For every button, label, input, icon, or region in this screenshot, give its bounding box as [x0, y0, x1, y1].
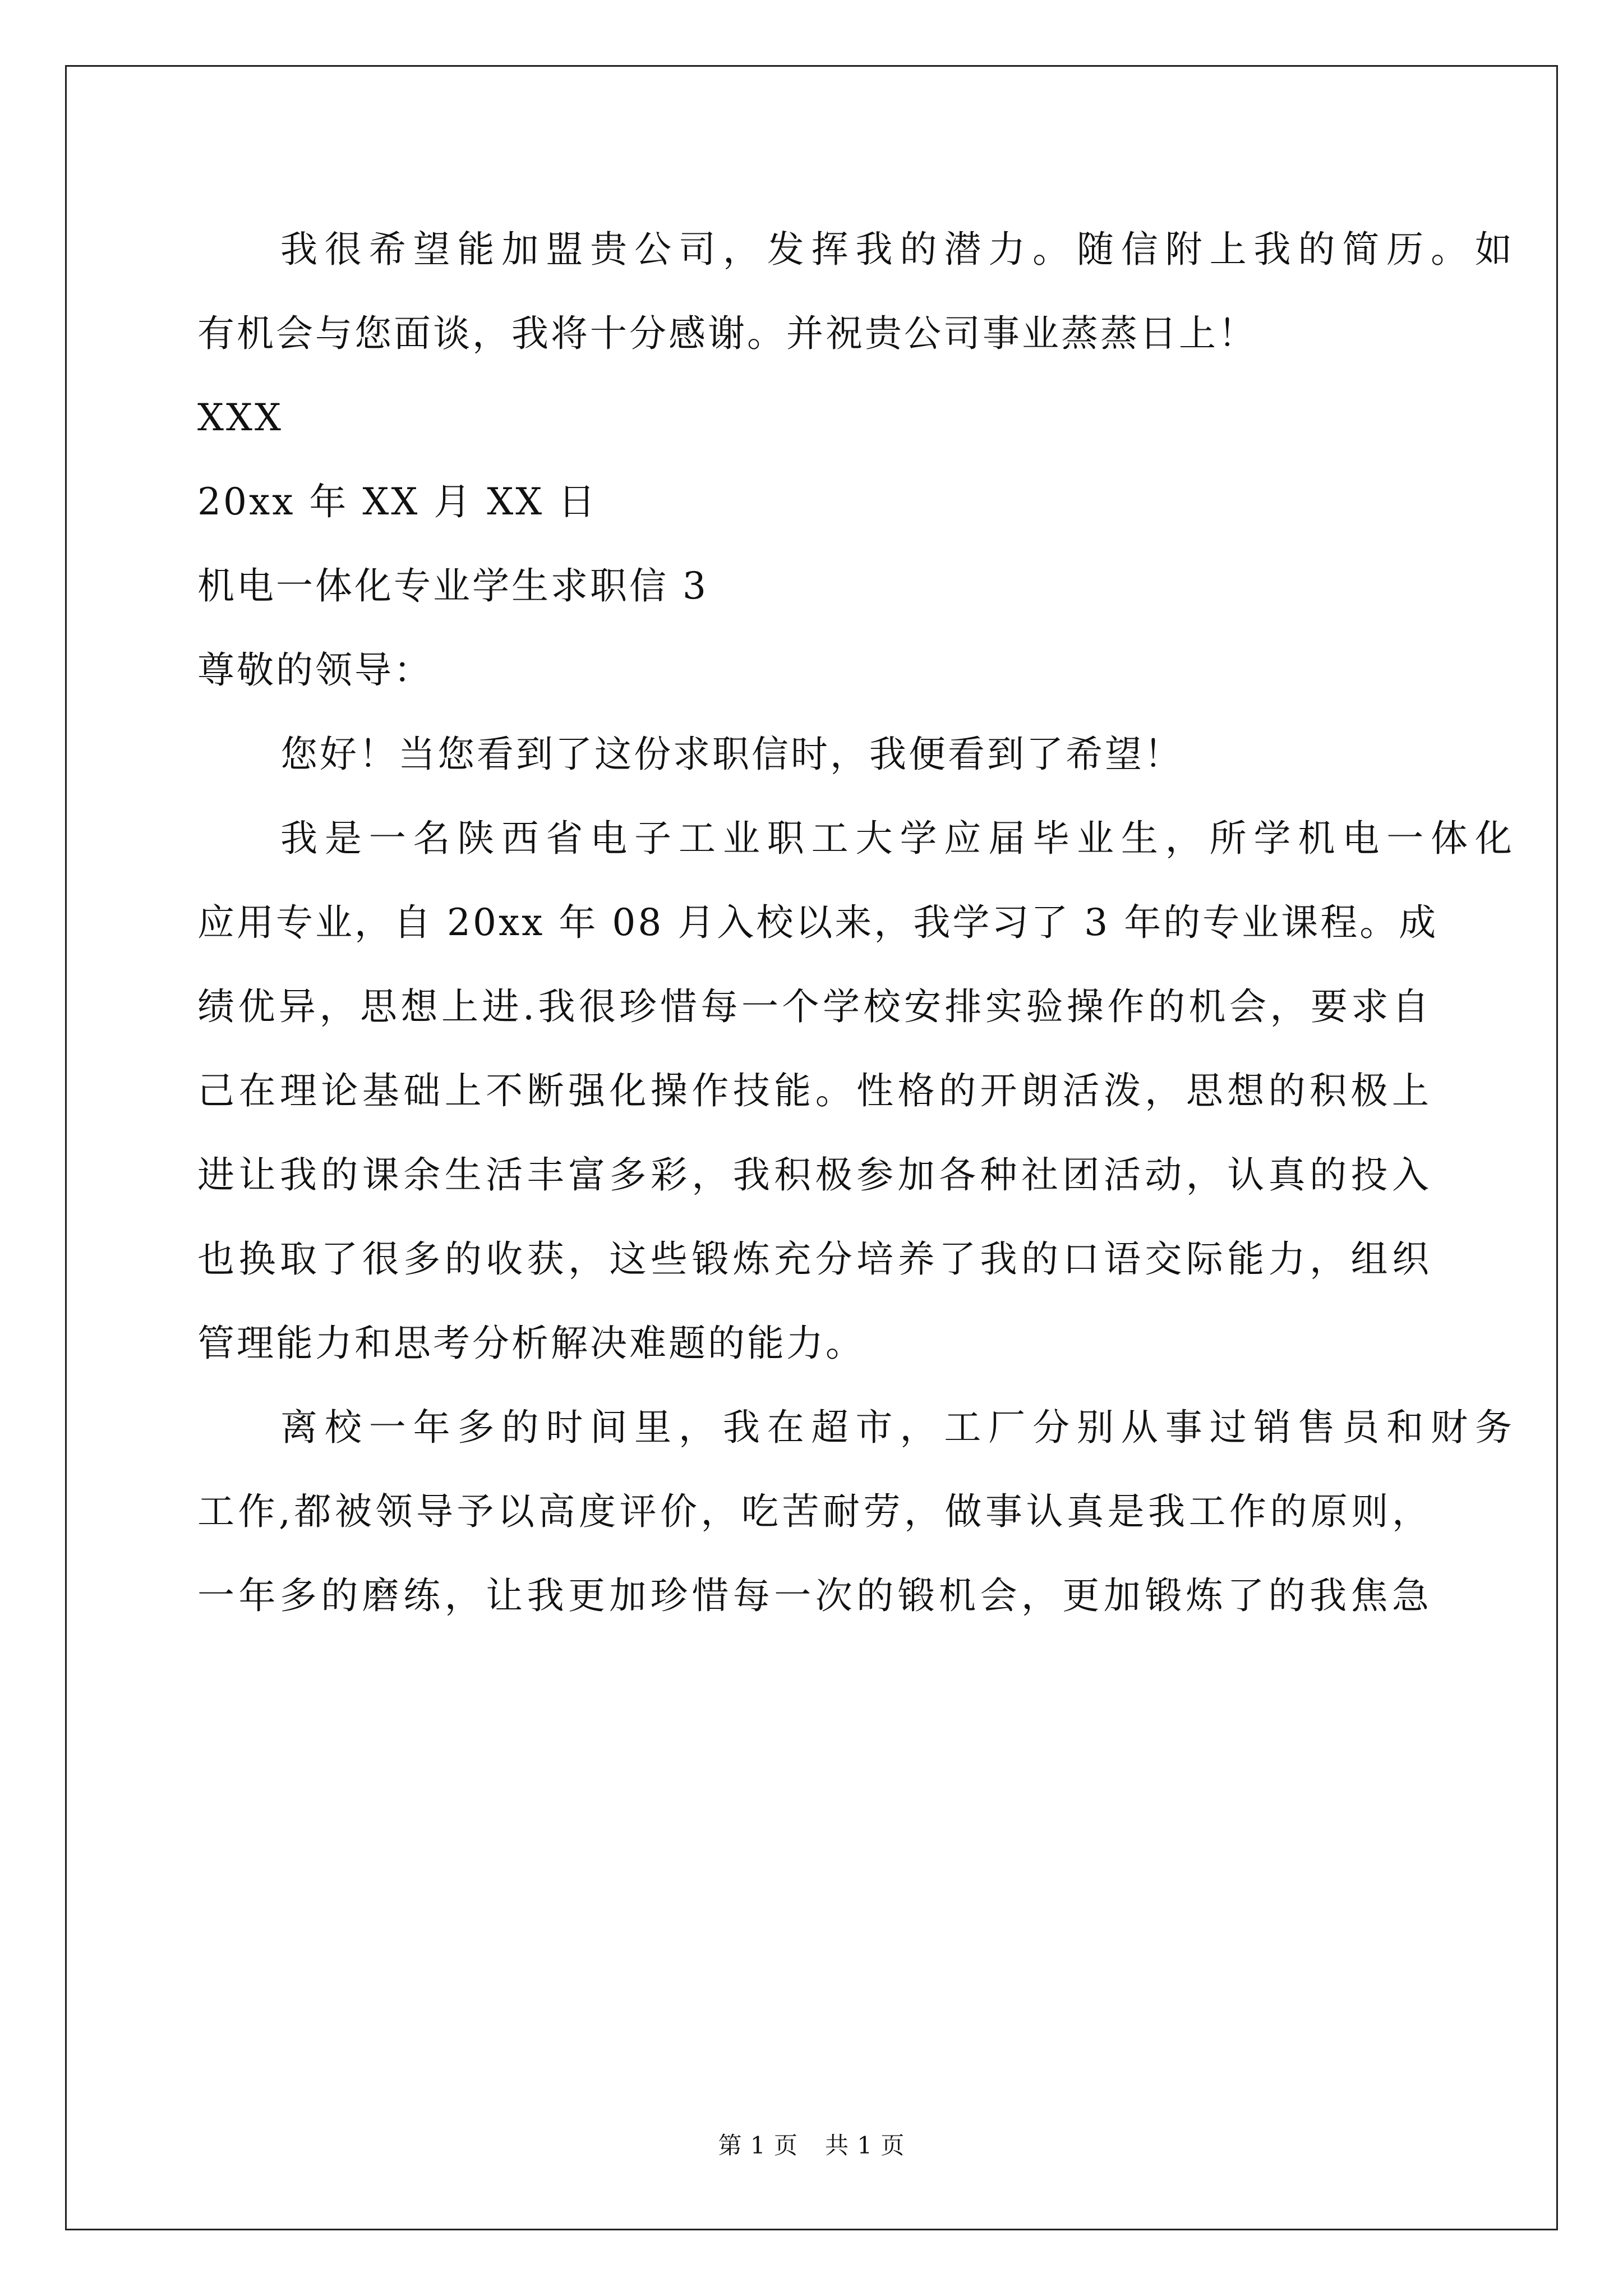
page-footer: [0, 2127, 1623, 2161]
paragraph-line: 我是一名陕西省电子工业职工大学应届毕业生，所学机电一体化: [280, 817, 1514, 860]
paragraph-line: 应用专业，自 20xx 年 08 月入校以来，我学习了 3 年的专业课程。成: [197, 901, 1438, 944]
paragraph-line: 工作,都被领导予以高度评价，吃苦耐劳，做事认真是我工作的原则，: [197, 1490, 1431, 1533]
page-total: 共 1 页: [825, 2132, 905, 2159]
paragraph-line: 离校一年多的时间里，我在超市，工厂分别从事过销售员和财务: [280, 1406, 1514, 1449]
paragraph-line: 您好！当您看到了这份求职信时，我便看到了希望！: [280, 733, 1183, 776]
paragraph-line: 己在理论基础上不断强化操作技能。性格的开朗活泼，思想的积极上: [197, 1069, 1431, 1112]
document-body: [197, 208, 1514, 1638]
paragraph-line: 进让我的课余生活丰富多彩，我积极参加各种社团活动，认真的投入: [197, 1153, 1431, 1197]
paragraph-line: 管理能力和思考分析解决难题的能力。: [197, 1322, 865, 1365]
salutation: 尊敬的领导：: [197, 648, 433, 692]
paragraph-line: 绩优异，思想上进.我很珍惜每一个学校安排实验操作的机会，要求自: [197, 985, 1431, 1028]
paragraph-line: 有机会与您面谈，我将十分感谢。并祝贵公司事业蒸蒸日上！: [197, 312, 1257, 355]
signature-name: XXX: [197, 396, 283, 439]
paragraph-line: 一年多的磨练，让我更加珍惜每一次的锻机会，更加锻炼了的我焦急: [197, 1574, 1431, 1617]
signature-date: 20xx 年 XX 月 XX 日: [197, 480, 598, 523]
section-title: 机电一体化专业学生求职信 3: [197, 564, 708, 608]
paragraph-line: 我很希望能加盟贵公司，发挥我的潜力。随信附上我的简历。如: [280, 228, 1514, 271]
paragraph-line: 也换取了很多的收获，这些锻炼充分培养了我的口语交际能力，组织: [197, 1237, 1431, 1281]
page-number: 第 1 页: [718, 2132, 798, 2159]
